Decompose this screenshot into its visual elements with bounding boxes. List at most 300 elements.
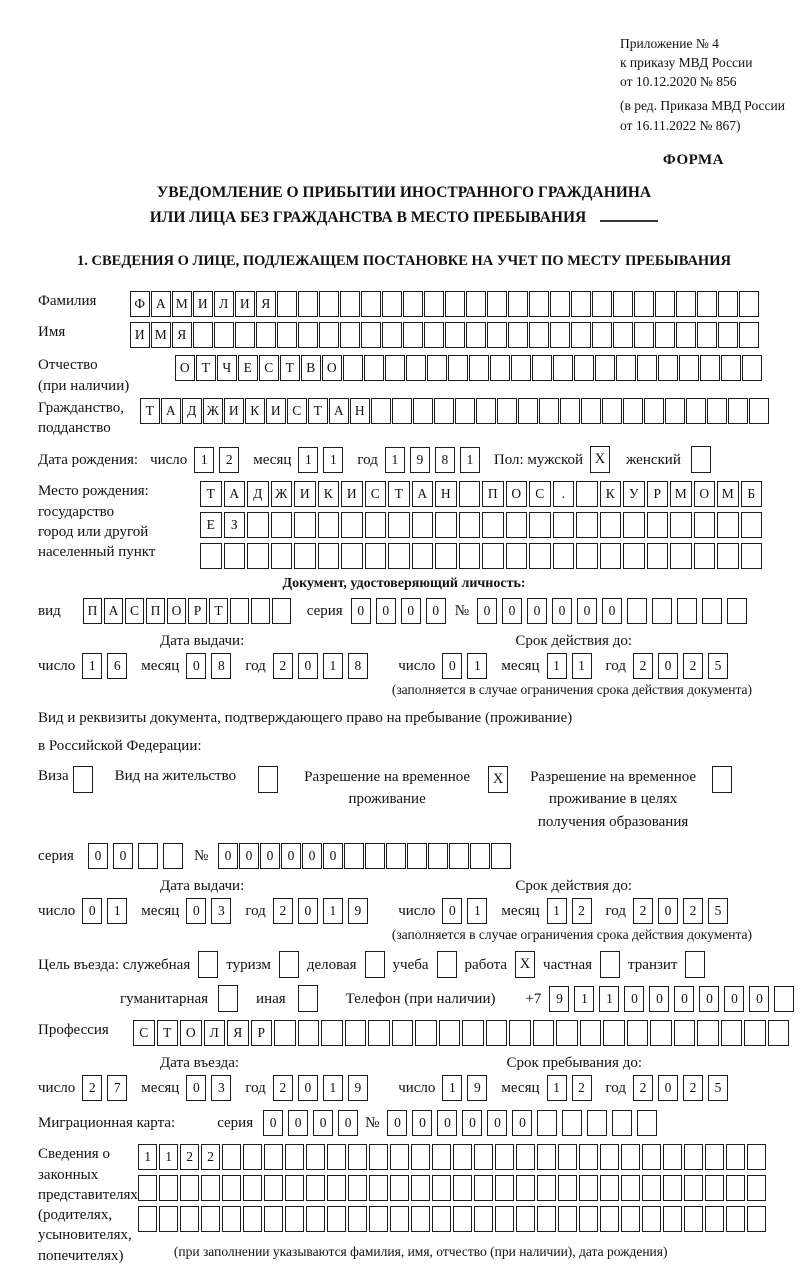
box-cell[interactable]: [747, 1144, 767, 1170]
box-cell[interactable]: [306, 1206, 326, 1232]
box-cell[interactable]: Я: [227, 1020, 249, 1046]
box-cell[interactable]: [469, 355, 489, 381]
box-cell[interactable]: 0: [577, 598, 597, 624]
box-cell[interactable]: [571, 291, 591, 317]
box-cell[interactable]: Я: [256, 291, 276, 317]
box-cell[interactable]: [550, 291, 570, 317]
box-cell[interactable]: А: [329, 398, 349, 424]
box-cell[interactable]: [562, 1110, 582, 1136]
box-cell[interactable]: 0: [88, 843, 108, 869]
box-cell[interactable]: [717, 512, 739, 538]
birth-day-boxes[interactable]: [194, 447, 244, 473]
box-cell[interactable]: 0: [260, 843, 280, 869]
box-cell[interactable]: Ч: [217, 355, 237, 381]
box-cell[interactable]: 0: [401, 598, 421, 624]
box-cell[interactable]: [411, 1175, 431, 1201]
box-cell[interactable]: [482, 512, 504, 538]
box-cell[interactable]: 0: [426, 598, 446, 624]
rvp-issue-month-boxes[interactable]: [186, 898, 236, 924]
box-cell[interactable]: Ф: [130, 291, 150, 317]
box-cell[interactable]: 0: [658, 653, 678, 679]
box-cell[interactable]: [600, 543, 622, 569]
box-cell[interactable]: 0: [281, 843, 301, 869]
box-cell[interactable]: [574, 355, 594, 381]
box-cell[interactable]: 1: [467, 653, 487, 679]
box-cell[interactable]: [747, 1175, 767, 1201]
box-cell[interactable]: 0: [387, 1110, 407, 1136]
box-cell[interactable]: [341, 512, 363, 538]
box-cell[interactable]: [348, 1206, 368, 1232]
box-cell[interactable]: [445, 291, 465, 317]
box-cell[interactable]: [243, 1144, 263, 1170]
box-cell[interactable]: [453, 1175, 473, 1201]
name-boxes[interactable]: [130, 322, 760, 348]
box-cell[interactable]: [235, 322, 255, 348]
box-cell[interactable]: [600, 1175, 620, 1201]
box-cell[interactable]: Д: [182, 398, 202, 424]
box-cell[interactable]: [579, 1175, 599, 1201]
box-cell[interactable]: [230, 598, 250, 624]
box-cell[interactable]: [603, 1020, 625, 1046]
box-cell[interactable]: [663, 1175, 683, 1201]
box-cell[interactable]: [306, 1144, 326, 1170]
box-cell[interactable]: Л: [204, 1020, 226, 1046]
box-cell[interactable]: [497, 398, 517, 424]
box-cell[interactable]: [537, 1175, 557, 1201]
box-cell[interactable]: Р: [251, 1020, 273, 1046]
box-cell[interactable]: [369, 1175, 389, 1201]
stay-month-boxes[interactable]: [547, 1075, 597, 1101]
box-cell[interactable]: 6: [107, 653, 127, 679]
box-cell[interactable]: С: [259, 355, 279, 381]
box-cell[interactable]: [537, 1110, 557, 1136]
purpose-private-checkbox[interactable]: [600, 951, 620, 978]
box-cell[interactable]: [462, 1020, 484, 1046]
box-cell[interactable]: 1: [323, 898, 343, 924]
box-cell[interactable]: [516, 1206, 536, 1232]
box-cell[interactable]: [694, 543, 716, 569]
box-cell[interactable]: [642, 1206, 662, 1232]
box-cell[interactable]: [587, 1110, 607, 1136]
box-cell[interactable]: [298, 1020, 320, 1046]
box-cell[interactable]: 8: [211, 653, 231, 679]
box-cell[interactable]: [721, 355, 741, 381]
box-cell[interactable]: [642, 1175, 662, 1201]
box-cell[interactable]: [674, 1020, 696, 1046]
box-cell[interactable]: 2: [683, 653, 703, 679]
box-cell[interactable]: И: [235, 291, 255, 317]
representatives-row2-boxes[interactable]: [138, 1175, 768, 1201]
box-cell[interactable]: 8: [435, 447, 455, 473]
rvp-expiry-month-boxes[interactable]: [547, 898, 597, 924]
box-cell[interactable]: [453, 1206, 473, 1232]
box-cell[interactable]: [623, 512, 645, 538]
box-cell[interactable]: Т: [308, 398, 328, 424]
box-cell[interactable]: [627, 1020, 649, 1046]
box-cell[interactable]: [403, 291, 423, 317]
rvp-expiry-day-boxes[interactable]: [442, 898, 492, 924]
box-cell[interactable]: [264, 1206, 284, 1232]
box-cell[interactable]: [644, 398, 664, 424]
box-cell[interactable]: [412, 543, 434, 569]
box-cell[interactable]: [159, 1175, 179, 1201]
box-cell[interactable]: 0: [288, 1110, 308, 1136]
box-cell[interactable]: С: [365, 481, 387, 507]
box-cell[interactable]: [435, 512, 457, 538]
box-cell[interactable]: 2: [572, 1075, 592, 1101]
box-cell[interactable]: [222, 1144, 242, 1170]
box-cell[interactable]: [592, 291, 612, 317]
doc-series-boxes[interactable]: [351, 598, 451, 624]
box-cell[interactable]: [726, 1144, 746, 1170]
box-cell[interactable]: 3: [211, 1075, 231, 1101]
box-cell[interactable]: [318, 543, 340, 569]
box-cell[interactable]: [163, 843, 183, 869]
box-cell[interactable]: [459, 512, 481, 538]
box-cell[interactable]: [658, 355, 678, 381]
box-cell[interactable]: 8: [348, 653, 368, 679]
box-cell[interactable]: [435, 543, 457, 569]
box-cell[interactable]: [558, 1175, 578, 1201]
box-cell[interactable]: 0: [298, 898, 318, 924]
box-cell[interactable]: 1: [82, 653, 102, 679]
box-cell[interactable]: [726, 1206, 746, 1232]
box-cell[interactable]: А: [161, 398, 181, 424]
box-cell[interactable]: 0: [113, 843, 133, 869]
migration-series-boxes[interactable]: [263, 1110, 363, 1136]
box-cell[interactable]: 0: [442, 653, 462, 679]
box-cell[interactable]: 0: [186, 898, 206, 924]
box-cell[interactable]: [697, 1020, 719, 1046]
box-cell[interactable]: [627, 598, 647, 624]
box-cell[interactable]: [506, 543, 528, 569]
box-cell[interactable]: [392, 1020, 414, 1046]
doc-issue-day-boxes[interactable]: [82, 653, 132, 679]
box-cell[interactable]: [449, 843, 469, 869]
box-cell[interactable]: [506, 512, 528, 538]
box-cell[interactable]: [407, 843, 427, 869]
box-cell[interactable]: 0: [699, 986, 719, 1012]
box-cell[interactable]: [466, 322, 486, 348]
box-cell[interactable]: 0: [302, 843, 322, 869]
surname-boxes[interactable]: [130, 291, 760, 317]
box-cell[interactable]: [529, 543, 551, 569]
box-cell[interactable]: [327, 1144, 347, 1170]
box-cell[interactable]: [487, 291, 507, 317]
box-cell[interactable]: [382, 322, 402, 348]
box-cell[interactable]: .: [553, 481, 575, 507]
box-cell[interactable]: [621, 1206, 641, 1232]
box-cell[interactable]: Т: [200, 481, 222, 507]
box-cell[interactable]: К: [318, 481, 340, 507]
box-cell[interactable]: 0: [502, 598, 522, 624]
patronymic-boxes[interactable]: [175, 355, 763, 381]
box-cell[interactable]: 2: [201, 1144, 221, 1170]
box-cell[interactable]: 9: [348, 1075, 368, 1101]
box-cell[interactable]: [319, 322, 339, 348]
box-cell[interactable]: [201, 1206, 221, 1232]
box-cell[interactable]: [371, 398, 391, 424]
box-cell[interactable]: [571, 322, 591, 348]
box-cell[interactable]: 1: [323, 653, 343, 679]
box-cell[interactable]: [428, 843, 448, 869]
box-cell[interactable]: [616, 355, 636, 381]
box-cell[interactable]: 0: [602, 598, 622, 624]
box-cell[interactable]: [655, 322, 675, 348]
box-cell[interactable]: Т: [280, 355, 300, 381]
rvp-issue-day-boxes[interactable]: [82, 898, 132, 924]
box-cell[interactable]: 2: [82, 1075, 102, 1101]
box-cell[interactable]: 5: [708, 898, 728, 924]
box-cell[interactable]: А: [104, 598, 124, 624]
box-cell[interactable]: [341, 543, 363, 569]
box-cell[interactable]: Т: [196, 355, 216, 381]
box-cell[interactable]: В: [301, 355, 321, 381]
box-cell[interactable]: Т: [140, 398, 160, 424]
box-cell[interactable]: 0: [412, 1110, 432, 1136]
box-cell[interactable]: М: [172, 291, 192, 317]
box-cell[interactable]: [180, 1206, 200, 1232]
box-cell[interactable]: [511, 355, 531, 381]
box-cell[interactable]: [365, 543, 387, 569]
box-cell[interactable]: [676, 291, 696, 317]
box-cell[interactable]: А: [151, 291, 171, 317]
box-cell[interactable]: [247, 512, 269, 538]
doc-kind-boxes[interactable]: [83, 598, 293, 624]
box-cell[interactable]: О: [322, 355, 342, 381]
box-cell[interactable]: И: [224, 398, 244, 424]
box-cell[interactable]: [445, 322, 465, 348]
box-cell[interactable]: 0: [376, 598, 396, 624]
box-cell[interactable]: [413, 398, 433, 424]
box-cell[interactable]: О: [175, 355, 195, 381]
box-cell[interactable]: [382, 291, 402, 317]
box-cell[interactable]: [424, 291, 444, 317]
box-cell[interactable]: [474, 1206, 494, 1232]
box-cell[interactable]: [637, 1110, 657, 1136]
box-cell[interactable]: [741, 543, 763, 569]
box-cell[interactable]: [306, 1175, 326, 1201]
purpose-work-checkbox[interactable]: X: [515, 951, 535, 978]
edu-permit-checkbox[interactable]: [712, 766, 732, 793]
box-cell[interactable]: [539, 398, 559, 424]
box-cell[interactable]: П: [482, 481, 504, 507]
box-cell[interactable]: 9: [467, 1075, 487, 1101]
box-cell[interactable]: [368, 1020, 390, 1046]
box-cell[interactable]: 0: [263, 1110, 283, 1136]
box-cell[interactable]: 0: [442, 898, 462, 924]
box-cell[interactable]: [448, 355, 468, 381]
box-cell[interactable]: [159, 1206, 179, 1232]
box-cell[interactable]: [271, 512, 293, 538]
box-cell[interactable]: 0: [724, 986, 744, 1012]
box-cell[interactable]: [264, 1144, 284, 1170]
box-cell[interactable]: [222, 1175, 242, 1201]
box-cell[interactable]: И: [193, 291, 213, 317]
birth-year-boxes[interactable]: [385, 447, 485, 473]
box-cell[interactable]: 2: [633, 898, 653, 924]
box-cell[interactable]: [201, 1175, 221, 1201]
box-cell[interactable]: [138, 1175, 158, 1201]
box-cell[interactable]: [747, 1206, 767, 1232]
box-cell[interactable]: [277, 291, 297, 317]
box-cell[interactable]: Д: [247, 481, 269, 507]
box-cell[interactable]: [581, 398, 601, 424]
box-cell[interactable]: 1: [547, 898, 567, 924]
box-cell[interactable]: К: [245, 398, 265, 424]
box-cell[interactable]: 9: [410, 447, 430, 473]
entry-month-boxes[interactable]: [186, 1075, 236, 1101]
box-cell[interactable]: [744, 1020, 766, 1046]
box-cell[interactable]: [650, 1020, 672, 1046]
box-cell[interactable]: 1: [323, 1075, 343, 1101]
box-cell[interactable]: И: [341, 481, 363, 507]
box-cell[interactable]: [556, 1020, 578, 1046]
box-cell[interactable]: [476, 398, 496, 424]
box-cell[interactable]: [466, 291, 486, 317]
doc-expiry-year-boxes[interactable]: [633, 653, 733, 679]
box-cell[interactable]: [487, 322, 507, 348]
box-cell[interactable]: [411, 1206, 431, 1232]
rvp-issue-year-boxes[interactable]: [273, 898, 373, 924]
box-cell[interactable]: [592, 322, 612, 348]
box-cell[interactable]: 1: [298, 447, 318, 473]
box-cell[interactable]: 1: [194, 447, 214, 473]
box-cell[interactable]: М: [717, 481, 739, 507]
box-cell[interactable]: [256, 322, 276, 348]
box-cell[interactable]: 0: [298, 1075, 318, 1101]
box-cell[interactable]: [697, 291, 717, 317]
box-cell[interactable]: Р: [647, 481, 669, 507]
box-cell[interactable]: [439, 1020, 461, 1046]
box-cell[interactable]: [459, 481, 481, 507]
box-cell[interactable]: 0: [298, 653, 318, 679]
box-cell[interactable]: [702, 598, 722, 624]
box-cell[interactable]: [621, 1175, 641, 1201]
box-cell[interactable]: [251, 598, 271, 624]
doc-issue-year-boxes[interactable]: [273, 653, 373, 679]
box-cell[interactable]: [634, 322, 654, 348]
box-cell[interactable]: 0: [674, 986, 694, 1012]
box-cell[interactable]: [200, 543, 222, 569]
box-cell[interactable]: 1: [599, 986, 619, 1012]
birth-month-boxes[interactable]: [298, 447, 348, 473]
box-cell[interactable]: [663, 1144, 683, 1170]
box-cell[interactable]: [318, 512, 340, 538]
box-cell[interactable]: 0: [462, 1110, 482, 1136]
birth-place-row1-boxes[interactable]: [200, 481, 764, 507]
box-cell[interactable]: 1: [572, 653, 592, 679]
box-cell[interactable]: 1: [385, 447, 405, 473]
box-cell[interactable]: И: [294, 481, 316, 507]
box-cell[interactable]: [321, 1020, 343, 1046]
stay-day-boxes[interactable]: [442, 1075, 492, 1101]
box-cell[interactable]: [272, 598, 292, 624]
box-cell[interactable]: 0: [649, 986, 669, 1012]
box-cell[interactable]: [294, 543, 316, 569]
box-cell[interactable]: 5: [708, 653, 728, 679]
box-cell[interactable]: [415, 1020, 437, 1046]
box-cell[interactable]: [553, 543, 575, 569]
box-cell[interactable]: 0: [658, 898, 678, 924]
visa-checkbox[interactable]: [73, 766, 93, 793]
box-cell[interactable]: [595, 355, 615, 381]
rvp-number-boxes[interactable]: [218, 843, 512, 869]
box-cell[interactable]: [193, 322, 213, 348]
box-cell[interactable]: [600, 512, 622, 538]
box-cell[interactable]: О: [180, 1020, 202, 1046]
box-cell[interactable]: [224, 543, 246, 569]
box-cell[interactable]: [345, 1020, 367, 1046]
box-cell[interactable]: [579, 1144, 599, 1170]
box-cell[interactable]: [243, 1206, 263, 1232]
box-cell[interactable]: С: [287, 398, 307, 424]
box-cell[interactable]: [558, 1144, 578, 1170]
box-cell[interactable]: С: [529, 481, 551, 507]
box-cell[interactable]: [277, 322, 297, 348]
box-cell[interactable]: [670, 543, 692, 569]
box-cell[interactable]: [553, 512, 575, 538]
sex-female-checkbox[interactable]: [691, 446, 711, 473]
box-cell[interactable]: [739, 291, 759, 317]
box-cell[interactable]: [602, 398, 622, 424]
box-cell[interactable]: 0: [323, 843, 343, 869]
representatives-row1-boxes[interactable]: [138, 1144, 768, 1170]
box-cell[interactable]: [613, 291, 633, 317]
residence-permit-checkbox[interactable]: [258, 766, 278, 793]
doc-number-boxes[interactable]: [477, 598, 752, 624]
box-cell[interactable]: 3: [211, 898, 231, 924]
box-cell[interactable]: А: [412, 481, 434, 507]
box-cell[interactable]: [576, 512, 598, 538]
box-cell[interactable]: 2: [273, 898, 293, 924]
box-cell[interactable]: 2: [180, 1144, 200, 1170]
box-cell[interactable]: [474, 1144, 494, 1170]
purpose-study-checkbox[interactable]: [437, 951, 457, 978]
box-cell[interactable]: [390, 1175, 410, 1201]
box-cell[interactable]: 1: [460, 447, 480, 473]
doc-issue-month-boxes[interactable]: [186, 653, 236, 679]
box-cell[interactable]: 2: [683, 898, 703, 924]
box-cell[interactable]: К: [600, 481, 622, 507]
box-cell[interactable]: [705, 1206, 725, 1232]
box-cell[interactable]: [707, 398, 727, 424]
box-cell[interactable]: [432, 1206, 452, 1232]
box-cell[interactable]: [700, 355, 720, 381]
box-cell[interactable]: [679, 355, 699, 381]
box-cell[interactable]: [613, 322, 633, 348]
birth-place-row3-boxes[interactable]: [200, 543, 764, 569]
box-cell[interactable]: [655, 291, 675, 317]
box-cell[interactable]: [642, 1144, 662, 1170]
box-cell[interactable]: [697, 322, 717, 348]
doc-expiry-day-boxes[interactable]: [442, 653, 492, 679]
box-cell[interactable]: [453, 1144, 473, 1170]
box-cell[interactable]: [348, 1175, 368, 1201]
box-cell[interactable]: [327, 1206, 347, 1232]
box-cell[interactable]: [717, 543, 739, 569]
box-cell[interactable]: [518, 398, 538, 424]
box-cell[interactable]: [665, 398, 685, 424]
box-cell[interactable]: [486, 1020, 508, 1046]
box-cell[interactable]: 0: [749, 986, 769, 1012]
box-cell[interactable]: [560, 398, 580, 424]
box-cell[interactable]: 0: [218, 843, 238, 869]
box-cell[interactable]: [600, 1206, 620, 1232]
box-cell[interactable]: [388, 543, 410, 569]
box-cell[interactable]: [432, 1175, 452, 1201]
box-cell[interactable]: 2: [219, 447, 239, 473]
